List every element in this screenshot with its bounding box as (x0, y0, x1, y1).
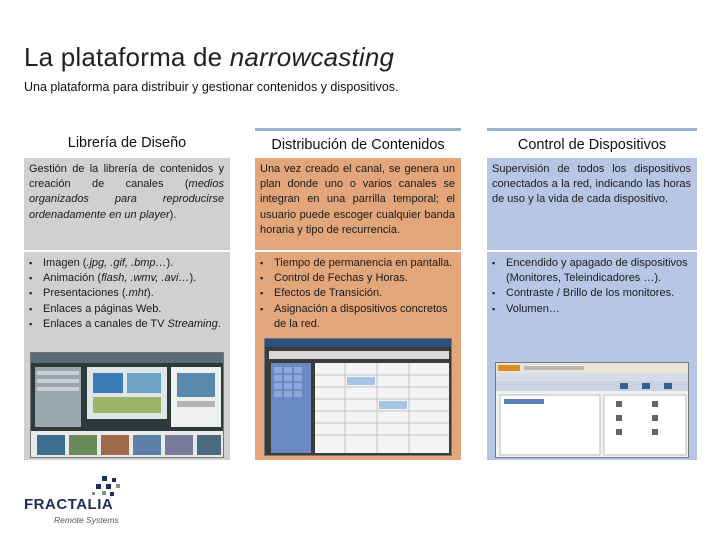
list-item: ▪ Encendido y apagado de dispositivos (Monitores, Teleindicadores …). (492, 256, 691, 286)
column-description: Una vez creado el canal, se genera un plan donde uno o varios canales se integran en una parrilla temporal; el usuario puede escoger cualquier banda horaria y tipo de recurrencia. (260, 163, 455, 236)
column-description: Gestión de la librería de contenidos y creación de canales (medios organizados para reproducirse ordenadamente en un player). (24, 158, 230, 250)
list-item: ▪ Presentaciones (.mht). (29, 286, 224, 301)
list-item: ▪ Tiempo de permanencia en pantalla. (260, 256, 455, 271)
column-heading: Distribución de Contenidos (255, 128, 461, 158)
list-item: ▪ Contraste / Brillo de los monitores. (492, 286, 691, 301)
feature-list (24, 252, 230, 332)
logo-tagline: Remote Systems (54, 515, 119, 525)
list-item: ▪ Enlaces a páginas Web. (29, 302, 224, 317)
list-item: ▪ Volumen… (492, 302, 691, 317)
list-item: ▪ Asignación a dispositivos concretos de la red. (260, 302, 455, 332)
device-control-app-screenshot (495, 362, 689, 458)
feature-list (487, 252, 697, 317)
list-item: ▪ Efectos de Transición. (260, 286, 455, 301)
scheduler-app-screenshot (264, 338, 452, 456)
page-subtitle: Una plataforma para distribuir y gestionar contenidos y dispositivos. (24, 80, 399, 94)
column-heading: Librería de Diseño (24, 128, 230, 158)
feature-list (255, 252, 461, 332)
page-title: La plataforma de narrowcasting (24, 42, 395, 72)
list-item: ▪ Enlaces a canales de TV Streaming. (29, 317, 224, 332)
column-description: Supervisión de todos los dispositivos conectados a la red, indicando las horas de uso y la vida de cada dispositivo. (492, 163, 691, 206)
fractalia-logo (24, 476, 134, 526)
column-heading: Control de Dispositivos (487, 128, 697, 158)
list-item: ▪ Animación (flash, .wmv, .avi…). (29, 271, 224, 286)
list-item: ▪ Control de Fechas y Horas. (260, 271, 455, 286)
list-item: ▪ Imagen (.jpg, .gif, .bmp…). (29, 256, 224, 271)
library-app-screenshot (30, 352, 224, 458)
logo-name: FRACTALIA (24, 496, 114, 513)
